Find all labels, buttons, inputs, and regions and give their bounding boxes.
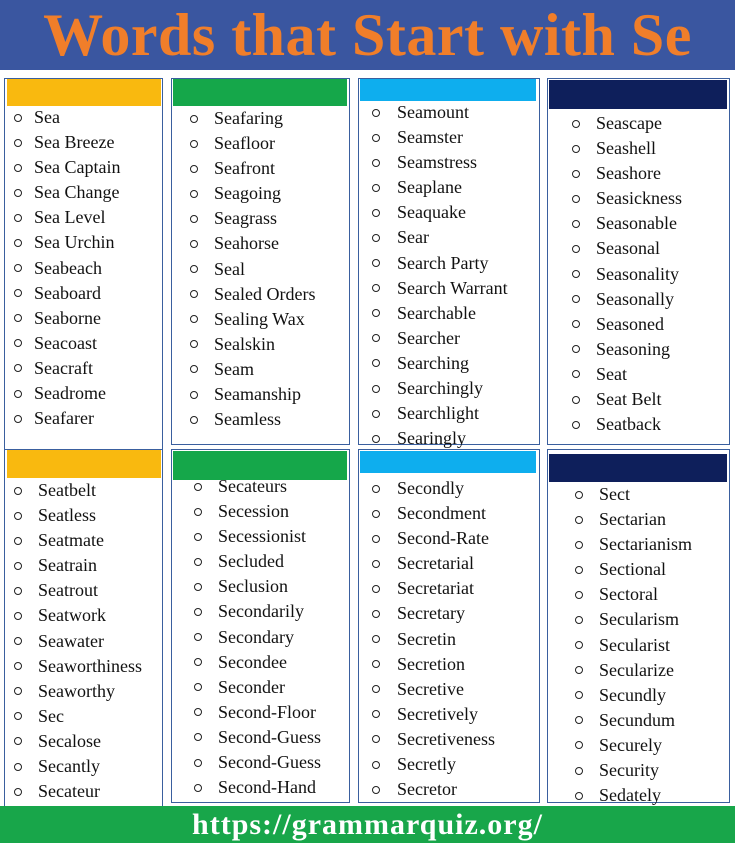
word-text: Seasonally xyxy=(596,288,674,309)
word-text: Secularist xyxy=(599,634,670,655)
list-item xyxy=(0,362,735,387)
list-item xyxy=(0,708,735,733)
word-text: Sedately xyxy=(599,785,661,806)
word-text: Seashell xyxy=(596,138,656,159)
circle-bullet-icon xyxy=(575,616,583,624)
list-item xyxy=(0,582,735,607)
word-text: Secundly xyxy=(599,684,666,705)
word-text: Secularism xyxy=(599,609,679,630)
word-text: Seagrass xyxy=(214,208,277,229)
word-text: Sectoral xyxy=(599,584,658,605)
word-text: Secretively xyxy=(397,703,478,724)
word-text: Secondment xyxy=(397,503,486,524)
word-text: Second-Guess xyxy=(218,726,321,747)
circle-bullet-icon xyxy=(572,396,580,404)
word-text: Seamstress xyxy=(397,152,477,173)
list-item xyxy=(0,658,735,683)
word-text: Securely xyxy=(599,734,662,755)
word-text: Secretarial xyxy=(397,553,474,574)
word-text: Secretin xyxy=(397,628,456,649)
word-text: Secessionist xyxy=(218,526,306,547)
word-text: Seafarer xyxy=(34,408,94,429)
list-item xyxy=(0,312,735,337)
list-item xyxy=(0,287,735,312)
list-item xyxy=(0,337,735,362)
circle-bullet-icon xyxy=(575,591,583,599)
column-header-bar xyxy=(360,79,536,101)
word-text: Secretly xyxy=(397,754,456,775)
word-text: Secession xyxy=(218,501,289,522)
footer-url[interactable]: https://grammarquiz.org/ xyxy=(192,808,543,841)
word-text: Seagoing xyxy=(214,183,281,204)
circle-bullet-icon xyxy=(572,270,580,278)
circle-bullet-icon xyxy=(575,666,583,674)
word-text: Secretariat xyxy=(397,578,474,599)
word-text: Seamanship xyxy=(214,384,301,405)
circle-bullet-icon xyxy=(572,421,580,429)
circle-bullet-icon xyxy=(575,566,583,574)
word-text: Second-Floor xyxy=(218,701,316,722)
word-text: Secateurs xyxy=(218,476,287,496)
word-text: Searchingly xyxy=(397,378,483,399)
list-item xyxy=(0,412,735,437)
word-text: Secularize xyxy=(599,659,674,680)
list-item xyxy=(0,633,735,658)
word-text: Sear xyxy=(397,227,429,248)
list-item xyxy=(0,161,735,186)
list-item xyxy=(0,236,735,261)
list-item xyxy=(0,783,735,808)
word-text: Sea Level xyxy=(34,207,106,228)
word-text: Seacraft xyxy=(34,357,93,378)
word-text: Secantly xyxy=(38,756,100,777)
word-text: Seatless xyxy=(38,505,96,526)
word-text: Seatmate xyxy=(38,530,104,551)
word-text: Sea Breeze xyxy=(34,132,115,153)
column-header-bar xyxy=(549,80,727,109)
column-header-bar xyxy=(549,454,727,482)
word-text: Seat xyxy=(596,363,627,384)
word-text: Sea Captain xyxy=(34,157,121,178)
word-text: Secondary xyxy=(218,626,294,647)
word-text: Security xyxy=(599,760,659,781)
word-text: Searcher xyxy=(397,327,460,348)
circle-bullet-icon xyxy=(575,716,583,724)
word-text: Seaplane xyxy=(397,177,462,198)
word-text: Sea xyxy=(34,107,60,127)
circle-bullet-icon xyxy=(572,170,580,178)
word-text: Second-Rate xyxy=(397,528,489,549)
word-text: Seatrain xyxy=(38,555,97,576)
word-text: Second-Hand xyxy=(218,777,316,798)
word-text: Search Party xyxy=(397,252,489,273)
list-item xyxy=(0,557,735,582)
circle-bullet-icon xyxy=(575,741,583,749)
word-text: Seatrout xyxy=(38,580,98,601)
word-text: Searching xyxy=(397,352,469,373)
word-text: Second-Guess xyxy=(218,752,321,773)
word-text: Searchable xyxy=(397,302,476,323)
page-title: Words that Start with Se xyxy=(43,2,692,68)
circle-bullet-icon xyxy=(575,491,583,499)
word-text: Secretive xyxy=(397,678,464,699)
circle-bullet-icon xyxy=(572,370,580,378)
word-text: Sectional xyxy=(599,559,666,580)
word-list xyxy=(0,482,735,808)
word-text: Secretiveness xyxy=(397,728,495,749)
word-text: Seamount xyxy=(397,102,469,122)
word-text: Searchlight xyxy=(397,403,479,424)
word-text: Seascape xyxy=(596,113,662,133)
circle-bullet-icon xyxy=(575,541,583,549)
word-text: Seamster xyxy=(397,127,463,148)
word-text: Seasickness xyxy=(596,188,682,209)
circle-bullet-icon xyxy=(572,145,580,153)
word-text: Seatback xyxy=(596,414,661,435)
list-item xyxy=(0,683,735,708)
word-text: Seafaring xyxy=(214,108,283,128)
word-text: Sealed Orders xyxy=(214,283,316,304)
word-text: Seafront xyxy=(214,158,275,179)
word-text: Sealing Wax xyxy=(214,308,305,329)
word-text: Secalose xyxy=(38,730,101,751)
word-text: Secluded xyxy=(218,551,284,572)
word-text: Seconder xyxy=(218,676,285,697)
circle-bullet-icon xyxy=(572,345,580,353)
word-text: Secundum xyxy=(599,709,675,730)
circle-bullet-icon xyxy=(575,516,583,524)
word-text: Secretor xyxy=(397,779,457,800)
word-text: Searingly xyxy=(397,428,466,449)
word-text: Seat Belt xyxy=(596,389,662,410)
list-item xyxy=(0,111,735,136)
word-text: Seasoning xyxy=(596,338,670,359)
word-text: Seadrome xyxy=(34,383,106,404)
word-text: Search Warrant xyxy=(397,277,508,298)
word-text: Secretion xyxy=(397,653,465,674)
word-text: Seamless xyxy=(214,409,281,430)
word-text: Seaborne xyxy=(34,307,101,328)
list-item xyxy=(0,387,735,412)
list-item xyxy=(0,758,735,783)
circle-bullet-icon xyxy=(572,120,580,128)
word-text: Sectarian xyxy=(599,509,666,530)
list-item xyxy=(0,262,735,287)
word-text: Seawater xyxy=(38,630,104,651)
list-item xyxy=(0,482,735,507)
word-text: Seahorse xyxy=(214,233,279,254)
word-text: Seasonality xyxy=(596,263,679,284)
word-list xyxy=(0,111,735,437)
circle-bullet-icon xyxy=(572,245,580,253)
word-text: Secondarily xyxy=(218,601,304,622)
list-item xyxy=(0,532,735,557)
word-text: Sea Change xyxy=(34,182,120,203)
word-text: Secondly xyxy=(397,478,464,498)
circle-bullet-icon xyxy=(572,295,580,303)
word-text: Sectarianism xyxy=(599,534,692,555)
list-item xyxy=(0,186,735,211)
word-text: Secateur xyxy=(38,781,100,802)
circle-bullet-icon xyxy=(572,320,580,328)
list-item xyxy=(0,136,735,161)
list-item xyxy=(0,733,735,758)
word-text: Seatwork xyxy=(38,605,106,626)
word-text: Secondee xyxy=(218,651,287,672)
word-text: Seacoast xyxy=(34,332,97,353)
word-text: Sec xyxy=(38,705,64,726)
word-text: Seafloor xyxy=(214,133,275,154)
word-text: Seatbelt xyxy=(38,480,96,500)
word-text: Seasonal xyxy=(596,238,660,259)
word-text: Seaworthiness xyxy=(38,655,142,676)
footer-banner xyxy=(0,806,735,843)
word-text: Seasoned xyxy=(596,313,664,334)
circle-bullet-icon xyxy=(572,195,580,203)
word-text: Seaquake xyxy=(397,202,466,223)
word-text: Seaworthy xyxy=(38,680,115,701)
word-text: Seabeach xyxy=(34,257,102,278)
title-banner xyxy=(0,0,735,70)
column-header-bar xyxy=(360,451,536,473)
circle-bullet-icon xyxy=(575,691,583,699)
word-text: Seaboard xyxy=(34,282,101,303)
circle-bullet-icon xyxy=(575,767,583,775)
word-text: Secretary xyxy=(397,603,465,624)
word-text: Sea Urchin xyxy=(34,232,115,253)
word-text: Seashore xyxy=(596,163,661,184)
list-item xyxy=(0,211,735,236)
circle-bullet-icon xyxy=(572,220,580,228)
word-text: Seam xyxy=(214,358,254,379)
circle-bullet-icon xyxy=(575,792,583,800)
word-text: Seclusion xyxy=(218,576,288,597)
list-item xyxy=(0,507,735,532)
word-text: Sect xyxy=(599,484,630,504)
circle-bullet-icon xyxy=(575,641,583,649)
list-item xyxy=(0,607,735,632)
word-text: Sealskin xyxy=(214,333,275,354)
word-text: Seasonable xyxy=(596,213,677,234)
word-text: Seal xyxy=(214,258,245,279)
